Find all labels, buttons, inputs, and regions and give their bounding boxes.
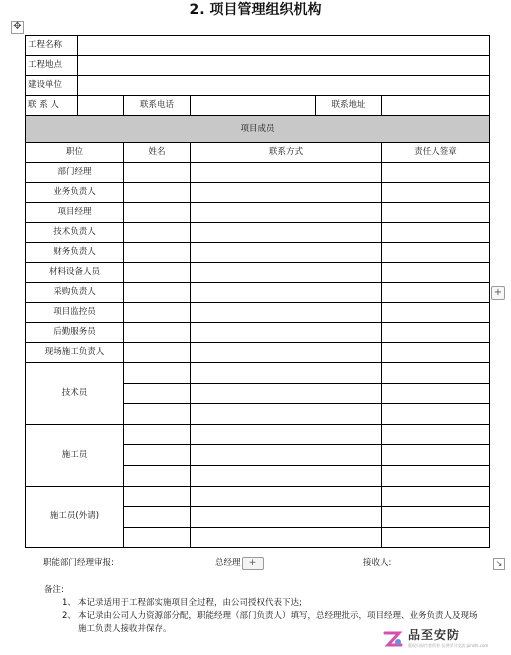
signature-cell[interactable] bbox=[382, 203, 490, 223]
role-row bbox=[26, 283, 490, 303]
label-contact-phone: 联系电话 bbox=[124, 96, 191, 116]
add-column-plus-icon[interactable]: + bbox=[491, 286, 505, 300]
label-project-location: 工程地点 bbox=[26, 56, 78, 76]
role-row bbox=[26, 223, 490, 243]
name-cell[interactable] bbox=[124, 283, 191, 303]
label-contact-person: 联 系 人 bbox=[26, 96, 78, 116]
field-contact-address[interactable] bbox=[382, 96, 490, 116]
brand-logo-icon bbox=[382, 628, 404, 650]
name-cell[interactable] bbox=[124, 363, 191, 384]
group-role-label: 技术员 bbox=[26, 363, 124, 425]
role-label: 项目监控员 bbox=[26, 303, 124, 323]
contact-cell[interactable] bbox=[191, 465, 382, 486]
table-move-handle-icon[interactable]: ✥ bbox=[11, 21, 24, 34]
group-row bbox=[26, 363, 490, 384]
col-header-contact: 联系方式 bbox=[191, 143, 382, 163]
contact-cell[interactable] bbox=[191, 243, 382, 263]
col-header-position: 职位 bbox=[26, 143, 124, 163]
project-org-table bbox=[25, 35, 490, 548]
col-header-name: 姓名 bbox=[124, 143, 191, 163]
col-header-signature: 责任人签章 bbox=[382, 143, 490, 163]
name-cell[interactable] bbox=[124, 486, 191, 507]
contact-cell[interactable] bbox=[191, 363, 382, 384]
contact-cell[interactable] bbox=[191, 203, 382, 223]
group-role-label: 施工员 bbox=[26, 424, 124, 486]
signature-cell[interactable] bbox=[382, 243, 490, 263]
name-cell[interactable] bbox=[124, 323, 191, 343]
role-row bbox=[26, 323, 490, 343]
name-cell[interactable] bbox=[124, 383, 191, 404]
document-title: 2. 项目管理组织机构 bbox=[189, 2, 322, 18]
label-builder: 建设单位 bbox=[26, 76, 78, 96]
name-cell[interactable] bbox=[124, 343, 191, 363]
contact-cell[interactable] bbox=[191, 383, 382, 404]
role-label: 材料设备人员 bbox=[26, 263, 124, 283]
contact-cell[interactable] bbox=[191, 283, 382, 303]
signature-cell[interactable] bbox=[382, 323, 490, 343]
role-label: 财务负责人 bbox=[26, 243, 124, 263]
signature-cell[interactable] bbox=[382, 183, 490, 203]
name-cell[interactable] bbox=[124, 404, 191, 425]
row-section-header bbox=[26, 116, 490, 143]
label-project-name: 工程名称 bbox=[26, 36, 78, 56]
contact-cell[interactable] bbox=[191, 183, 382, 203]
notes-heading: 备注: bbox=[44, 585, 64, 595]
contact-cell[interactable] bbox=[191, 445, 382, 466]
watermark bbox=[382, 626, 507, 654]
name-cell[interactable] bbox=[124, 263, 191, 283]
contact-cell[interactable] bbox=[191, 263, 382, 283]
general-manager-label: 总经理 + bbox=[215, 556, 241, 568]
contact-cell[interactable] bbox=[191, 424, 382, 445]
name-cell[interactable] bbox=[124, 424, 191, 445]
signature-cell[interactable] bbox=[382, 465, 490, 486]
group-row bbox=[26, 486, 490, 507]
signature-cell[interactable] bbox=[382, 163, 490, 183]
role-label: 部门经理 bbox=[26, 163, 124, 183]
name-cell[interactable] bbox=[124, 303, 191, 323]
field-contact-phone[interactable] bbox=[191, 96, 316, 116]
dept-review-label: 职能部门经理审报: bbox=[43, 558, 114, 568]
name-cell[interactable] bbox=[124, 183, 191, 203]
signature-cell[interactable] bbox=[382, 424, 490, 445]
name-cell[interactable] bbox=[124, 527, 191, 548]
name-cell[interactable] bbox=[124, 203, 191, 223]
name-cell[interactable] bbox=[124, 223, 191, 243]
contact-cell[interactable] bbox=[191, 343, 382, 363]
role-row bbox=[26, 243, 490, 263]
signature-cell[interactable] bbox=[382, 363, 490, 384]
signature-cell[interactable] bbox=[382, 507, 490, 528]
field-contact-person[interactable] bbox=[78, 96, 124, 116]
signature-cell[interactable] bbox=[382, 283, 490, 303]
role-row bbox=[26, 263, 490, 283]
receiver-label: 接收人: bbox=[363, 558, 392, 568]
signature-cell[interactable] bbox=[382, 263, 490, 283]
role-label: 项目经理 bbox=[26, 203, 124, 223]
contact-cell[interactable] bbox=[191, 486, 382, 507]
role-row bbox=[26, 303, 490, 323]
row-contact bbox=[26, 96, 490, 116]
role-label: 业务负责人 bbox=[26, 183, 124, 203]
section-header-members: 项目成员 bbox=[26, 116, 490, 143]
contact-cell[interactable] bbox=[191, 527, 382, 548]
signature-cell[interactable] bbox=[382, 486, 490, 507]
contact-cell[interactable] bbox=[191, 163, 382, 183]
note-item-1: 1、 本记录适用于工程部实施项目全过程，由公司授权代表下达; bbox=[62, 598, 302, 608]
row-column-headers bbox=[26, 143, 490, 163]
role-row bbox=[26, 163, 490, 183]
name-cell[interactable] bbox=[124, 465, 191, 486]
group-role-label: 施工员(外请) bbox=[26, 486, 124, 548]
role-row bbox=[26, 203, 490, 223]
group-row bbox=[26, 424, 490, 445]
contact-cell[interactable] bbox=[191, 303, 382, 323]
name-cell[interactable] bbox=[124, 507, 191, 528]
watermark-subtext: 版权归原作者所有 仅供学习交流 pinzhi.com bbox=[408, 643, 489, 648]
note-item-2: 2、 本记录由公司人力资源部分配，职能经理（部门负责人）填写，总经理批示，项目经理、业务负责人及现场施工负责人接收并保存。 bbox=[62, 611, 478, 634]
contact-cell[interactable] bbox=[191, 223, 382, 243]
contact-cell[interactable] bbox=[191, 404, 382, 425]
signature-cell[interactable] bbox=[382, 383, 490, 404]
role-row bbox=[26, 343, 490, 363]
signature-cell[interactable] bbox=[382, 527, 490, 548]
field-project-location[interactable] bbox=[78, 56, 490, 76]
name-cell[interactable] bbox=[124, 243, 191, 263]
row-project-name bbox=[26, 36, 490, 56]
signature-cell[interactable] bbox=[382, 223, 490, 243]
signature-cell[interactable] bbox=[382, 343, 490, 363]
signature-cell[interactable] bbox=[382, 404, 490, 425]
insert-row-plus-icon[interactable]: + bbox=[242, 557, 264, 570]
watermark-brand: 品至安防 bbox=[408, 628, 461, 642]
contact-cell[interactable] bbox=[191, 507, 382, 528]
field-project-name[interactable] bbox=[78, 36, 490, 56]
signature-cell[interactable] bbox=[382, 303, 490, 323]
contact-cell[interactable] bbox=[191, 323, 382, 343]
label-contact-address: 联系地址 bbox=[316, 96, 382, 116]
role-label: 技术负责人 bbox=[26, 223, 124, 243]
role-label: 采购负责人 bbox=[26, 283, 124, 303]
role-label: 后勤服务员 bbox=[26, 323, 124, 343]
field-builder[interactable] bbox=[78, 76, 490, 96]
role-row bbox=[26, 183, 490, 203]
name-cell[interactable] bbox=[124, 445, 191, 466]
name-cell[interactable] bbox=[124, 163, 191, 183]
row-project-location bbox=[26, 56, 490, 76]
signature-cell[interactable] bbox=[382, 445, 490, 466]
signature-row bbox=[25, 555, 489, 569]
role-label: 现场施工负责人 bbox=[26, 343, 124, 363]
table-resize-icon[interactable]: ↘ bbox=[493, 558, 505, 570]
row-builder bbox=[26, 76, 490, 96]
